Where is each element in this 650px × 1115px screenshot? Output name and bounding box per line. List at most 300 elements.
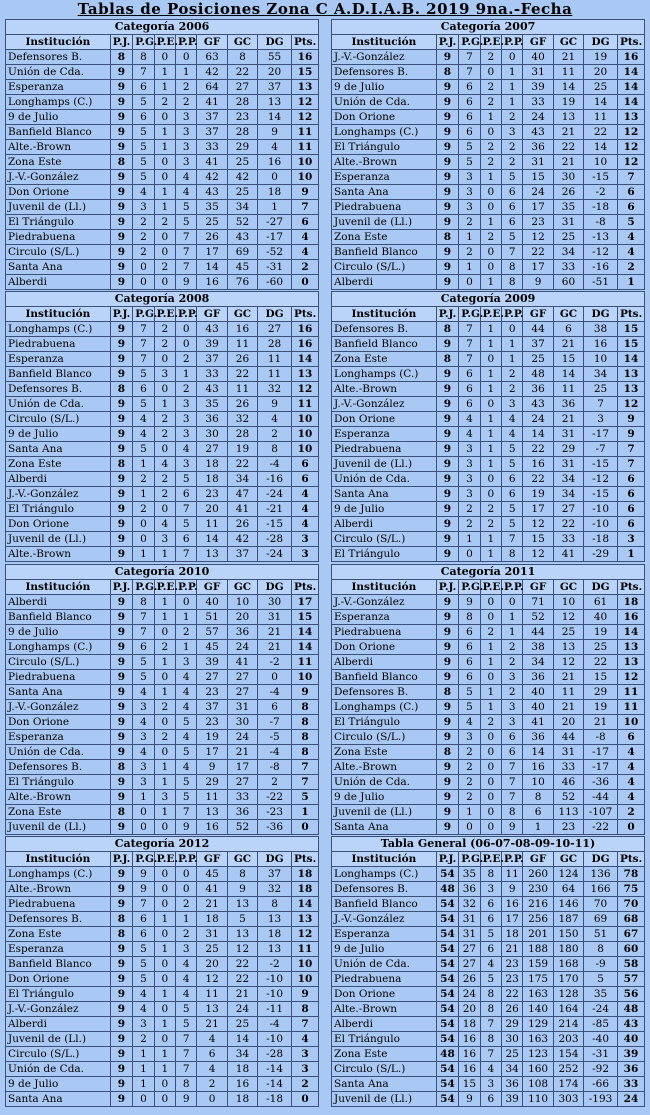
cell-lost: 3 bbox=[176, 655, 197, 670]
cell-goal-diff: -31 bbox=[584, 1047, 618, 1062]
cell-won: 2 bbox=[133, 472, 154, 487]
cell-played: 48 bbox=[436, 1047, 459, 1062]
cell-drawn: 0 bbox=[154, 745, 175, 760]
cell-drawn: 0 bbox=[154, 867, 175, 882]
cell-team-name: Esperanza bbox=[6, 942, 111, 957]
cell-goal-diff: 5 bbox=[584, 972, 618, 987]
cell-team-name: Alte.-Brown bbox=[6, 882, 111, 897]
cell-points: 40 bbox=[617, 1032, 644, 1047]
cell-played: 9 bbox=[436, 155, 459, 170]
column-header-goal-diff: DG bbox=[584, 580, 618, 595]
cell-goals-against: 8 bbox=[227, 867, 257, 882]
cell-played: 54 bbox=[436, 1017, 459, 1032]
cell-lost: 2 bbox=[176, 927, 197, 942]
cell-drawn: 3 bbox=[480, 882, 501, 897]
cell-goals-against: 41 bbox=[227, 655, 257, 670]
cell-lost: 3 bbox=[176, 155, 197, 170]
cell-goal-diff: -18 bbox=[258, 1092, 292, 1107]
cell-won: 2 bbox=[459, 775, 480, 790]
cell-won: 9 bbox=[133, 867, 154, 882]
cell-goal-diff: 1 bbox=[258, 200, 292, 215]
cell-goals-for: 13 bbox=[197, 1002, 227, 1017]
cell-played: 9 bbox=[110, 987, 133, 1002]
cell-drawn: 0 bbox=[154, 502, 175, 517]
table-row bbox=[6, 972, 319, 987]
table-row bbox=[6, 1047, 319, 1062]
cell-team-name: Piedrabuena bbox=[332, 442, 437, 457]
standings-table bbox=[5, 291, 319, 562]
cell-goal-diff: 16 bbox=[584, 337, 618, 352]
cell-goal-diff: -107 bbox=[584, 805, 618, 820]
table-row bbox=[332, 532, 645, 547]
cell-lost: 5 bbox=[176, 1017, 197, 1032]
table-row bbox=[6, 427, 319, 442]
cell-team-name: Circulo (S/L.) bbox=[332, 1062, 437, 1077]
header-row bbox=[6, 35, 319, 50]
cell-team-name: El Triángulo bbox=[332, 1032, 437, 1047]
cell-points: 13 bbox=[617, 640, 644, 655]
cell-team-name: 9 de Julio bbox=[332, 942, 437, 957]
cell-played: 9 bbox=[110, 882, 133, 897]
cell-team-name: Santa Ana bbox=[332, 820, 437, 835]
table-row bbox=[6, 382, 319, 397]
cell-points: 33 bbox=[617, 1077, 644, 1092]
cell-played: 9 bbox=[436, 215, 459, 230]
table-row bbox=[6, 987, 319, 1002]
table-caption: Categoría 2010 bbox=[5, 564, 319, 579]
table-row bbox=[332, 382, 645, 397]
table-row bbox=[332, 972, 645, 987]
cell-team-name: Longhamps (C.) bbox=[6, 640, 111, 655]
cell-won: 1 bbox=[133, 487, 154, 502]
cell-goals-against: 13 bbox=[553, 640, 583, 655]
cell-drawn: 2 bbox=[480, 50, 501, 65]
cell-points: 39 bbox=[617, 1047, 644, 1062]
cell-goal-diff: -4 bbox=[258, 745, 292, 760]
cell-won: 7 bbox=[133, 625, 154, 640]
column-header-won: P.G. bbox=[133, 852, 154, 867]
table-row bbox=[6, 442, 319, 457]
cell-played: 9 bbox=[110, 80, 133, 95]
cell-lost: 16 bbox=[502, 897, 523, 912]
cell-won: 5 bbox=[133, 125, 154, 140]
cell-goals-for: 37 bbox=[197, 110, 227, 125]
cell-won: 0 bbox=[459, 820, 480, 835]
table-row bbox=[6, 957, 319, 972]
column-header-goals-for: GF bbox=[197, 580, 227, 595]
cell-points: 6 bbox=[291, 472, 318, 487]
cell-team-name: Santa Ana bbox=[6, 1092, 111, 1107]
column-header-drawn: P.E. bbox=[154, 580, 175, 595]
cell-played: 9 bbox=[110, 367, 133, 382]
table-row bbox=[6, 322, 319, 337]
header-row bbox=[6, 580, 319, 595]
cell-team-name: Zona Este bbox=[332, 745, 437, 760]
cell-team-name: Piedrabuena bbox=[6, 337, 111, 352]
cell-points: 17 bbox=[291, 595, 318, 610]
table-row bbox=[6, 700, 319, 715]
cell-goals-for: 21 bbox=[197, 1017, 227, 1032]
cell-lost: 17 bbox=[502, 912, 523, 927]
table-row bbox=[332, 927, 645, 942]
cell-played: 9 bbox=[110, 275, 133, 290]
cell-won: 4 bbox=[133, 987, 154, 1002]
table-row bbox=[332, 760, 645, 775]
cell-played: 9 bbox=[436, 820, 459, 835]
cell-played: 8 bbox=[110, 382, 133, 397]
cell-team-name: Alte.-Brown bbox=[332, 1002, 437, 1017]
cell-goals-against: 21 bbox=[553, 125, 583, 140]
cell-points: 6 bbox=[617, 185, 644, 200]
table-row bbox=[6, 352, 319, 367]
cell-goals-against: 25 bbox=[553, 230, 583, 245]
cell-points: 14 bbox=[617, 80, 644, 95]
cell-goals-against: 69 bbox=[227, 245, 257, 260]
cell-drawn: 2 bbox=[480, 95, 501, 110]
cell-won: 9 bbox=[133, 882, 154, 897]
cell-lost: 26 bbox=[502, 1002, 523, 1017]
table-row bbox=[6, 65, 319, 80]
standings-table bbox=[5, 564, 319, 835]
cell-team-name: Don Orione bbox=[6, 715, 111, 730]
cell-lost: 7 bbox=[176, 502, 197, 517]
table-caption: Categoría 2007 bbox=[331, 19, 645, 34]
cell-won: 7 bbox=[133, 610, 154, 625]
cell-points: 11 bbox=[291, 655, 318, 670]
cell-points: 13 bbox=[617, 655, 644, 670]
cell-team-name: Don Orione bbox=[6, 972, 111, 987]
column-header-drawn: P.E. bbox=[480, 580, 501, 595]
standings-table bbox=[331, 19, 645, 290]
cell-team-name: Defensores B. bbox=[332, 882, 437, 897]
cell-goals-against: 12 bbox=[227, 942, 257, 957]
cell-goals-against: 45 bbox=[227, 260, 257, 275]
cell-team-name: Circulo (S/L.) bbox=[332, 730, 437, 745]
cell-lost: 0 bbox=[502, 50, 523, 65]
cell-won: 5 bbox=[133, 957, 154, 972]
cell-goal-diff: 51 bbox=[584, 927, 618, 942]
cell-goals-for: 35 bbox=[197, 200, 227, 215]
cell-goals-for: 18 bbox=[197, 912, 227, 927]
cell-goals-for: 40 bbox=[523, 50, 553, 65]
cell-goals-for: 39 bbox=[197, 337, 227, 352]
cell-points: 5 bbox=[291, 790, 318, 805]
cell-points: 4 bbox=[617, 790, 644, 805]
cell-goals-for: 2 bbox=[197, 1077, 227, 1092]
cell-team-name: Unión de Cda. bbox=[332, 472, 437, 487]
cell-points: 3 bbox=[291, 1047, 318, 1062]
cell-won: 31 bbox=[459, 927, 480, 942]
cell-team-name: Esperanza bbox=[332, 610, 437, 625]
cell-drawn: 0 bbox=[480, 595, 501, 610]
table-row bbox=[332, 715, 645, 730]
cell-team-name: J.-V.-González bbox=[6, 1002, 111, 1017]
table-row bbox=[6, 625, 319, 640]
cell-goal-diff: 6 bbox=[258, 700, 292, 715]
cell-goals-against: 20 bbox=[227, 610, 257, 625]
cell-played: 8 bbox=[110, 457, 133, 472]
cell-goals-for: 160 bbox=[523, 1062, 553, 1077]
cell-lost: 0 bbox=[176, 322, 197, 337]
cell-lost: 2 bbox=[176, 352, 197, 367]
cell-drawn: 1 bbox=[480, 655, 501, 670]
cell-goal-diff: -17 bbox=[584, 427, 618, 442]
cell-goal-diff: 38 bbox=[584, 322, 618, 337]
cell-won: 7 bbox=[133, 65, 154, 80]
cell-goals-against: 18 bbox=[227, 1092, 257, 1107]
table-row bbox=[6, 1077, 319, 1092]
cell-lost: 6 bbox=[502, 730, 523, 745]
cell-won: 0 bbox=[133, 820, 154, 835]
cell-played: 9 bbox=[436, 245, 459, 260]
cell-goals-against: 15 bbox=[553, 352, 583, 367]
cell-goals-against: 21 bbox=[553, 50, 583, 65]
cell-won: 4 bbox=[459, 427, 480, 442]
cell-goals-for: 42 bbox=[197, 65, 227, 80]
cell-points: 16 bbox=[291, 322, 318, 337]
cell-lost: 7 bbox=[176, 1047, 197, 1062]
cell-team-name: Alte.-Brown bbox=[332, 382, 437, 397]
cell-won: 2 bbox=[459, 245, 480, 260]
cell-goals-for: 43 bbox=[197, 382, 227, 397]
cell-played: 9 bbox=[436, 547, 459, 562]
cell-won: 32 bbox=[459, 897, 480, 912]
cell-team-name: Defensores B. bbox=[6, 382, 111, 397]
cell-lost: 5 bbox=[502, 457, 523, 472]
table-row bbox=[332, 260, 645, 275]
cell-goal-diff: -85 bbox=[584, 1017, 618, 1032]
table-row bbox=[6, 547, 319, 562]
cell-goals-for: 41 bbox=[523, 715, 553, 730]
cell-played: 9 bbox=[110, 352, 133, 367]
cell-goals-against: 27 bbox=[227, 685, 257, 700]
cell-goals-against: 22 bbox=[227, 457, 257, 472]
cell-lost: 4 bbox=[176, 442, 197, 457]
cell-goal-diff: 40 bbox=[584, 610, 618, 625]
cell-lost: 0 bbox=[502, 322, 523, 337]
column-header-team-name: Institución bbox=[332, 852, 437, 867]
cell-points: 16 bbox=[291, 337, 318, 352]
cell-goals-against: 252 bbox=[553, 1062, 583, 1077]
cell-team-name: Circulo (S/L.) bbox=[6, 412, 111, 427]
table-row bbox=[332, 50, 645, 65]
cell-drawn: 5 bbox=[480, 927, 501, 942]
cell-won: 3 bbox=[133, 200, 154, 215]
table-row bbox=[6, 775, 319, 790]
cell-drawn: 1 bbox=[480, 442, 501, 457]
cell-lost: 11 bbox=[502, 867, 523, 882]
cell-team-name: Juvenil de (Ll.) bbox=[332, 805, 437, 820]
cell-goals-for: 163 bbox=[523, 1032, 553, 1047]
cell-points: 18 bbox=[291, 882, 318, 897]
cell-played: 9 bbox=[110, 215, 133, 230]
cell-drawn: 0 bbox=[480, 805, 501, 820]
table-row bbox=[332, 472, 645, 487]
cell-drawn: 0 bbox=[154, 1002, 175, 1017]
cell-goals-against: 14 bbox=[553, 367, 583, 382]
cell-goal-diff: -2 bbox=[258, 655, 292, 670]
table-row bbox=[332, 155, 645, 170]
cell-won: 4 bbox=[133, 745, 154, 760]
cell-points: 11 bbox=[617, 700, 644, 715]
cell-won: 3 bbox=[133, 775, 154, 790]
column-header-drawn: P.E. bbox=[480, 307, 501, 322]
cell-won: 16 bbox=[459, 1032, 480, 1047]
cell-points: 13 bbox=[617, 382, 644, 397]
cell-goals-against: 187 bbox=[553, 912, 583, 927]
cell-goals-against: 32 bbox=[227, 412, 257, 427]
cell-goal-diff: 27 bbox=[258, 322, 292, 337]
cell-goals-for: 4 bbox=[197, 1062, 227, 1077]
column-header-won: P.G. bbox=[459, 852, 480, 867]
cell-points: 14 bbox=[617, 352, 644, 367]
cell-team-name: Esperanza bbox=[332, 927, 437, 942]
cell-points: 12 bbox=[617, 397, 644, 412]
cell-points: 12 bbox=[617, 670, 644, 685]
cell-drawn: 2 bbox=[154, 337, 175, 352]
cell-drawn: 1 bbox=[154, 1047, 175, 1062]
cell-drawn: 0 bbox=[154, 275, 175, 290]
cell-won: 3 bbox=[459, 730, 480, 745]
cell-drawn: 2 bbox=[480, 625, 501, 640]
table-row bbox=[6, 200, 319, 215]
cell-played: 9 bbox=[110, 867, 133, 882]
column-header-lost: P.P. bbox=[176, 580, 197, 595]
cell-points: 6 bbox=[617, 517, 644, 532]
cell-goals-against: 22 bbox=[553, 517, 583, 532]
cell-won: 5 bbox=[133, 442, 154, 457]
cell-drawn: 2 bbox=[154, 427, 175, 442]
cell-goal-diff: -10 bbox=[258, 1032, 292, 1047]
cell-goals-against: 28 bbox=[227, 427, 257, 442]
cell-won: 2 bbox=[133, 502, 154, 517]
cell-goals-for: 37 bbox=[197, 125, 227, 140]
cell-played: 9 bbox=[110, 412, 133, 427]
cell-goals-against: 34 bbox=[227, 472, 257, 487]
table-row bbox=[6, 230, 319, 245]
cell-goals-for: 33 bbox=[197, 367, 227, 382]
cell-drawn: 1 bbox=[480, 427, 501, 442]
table-row bbox=[6, 260, 319, 275]
cell-lost: 3 bbox=[502, 670, 523, 685]
cell-goals-for: 36 bbox=[523, 670, 553, 685]
table-row bbox=[6, 805, 319, 820]
cell-goal-diff: -40 bbox=[584, 1032, 618, 1047]
cell-goals-against: 23 bbox=[227, 110, 257, 125]
cell-team-name: Banfield Blanco bbox=[6, 957, 111, 972]
cell-won: 15 bbox=[459, 1077, 480, 1092]
cell-won: 2 bbox=[133, 245, 154, 260]
cell-drawn: 0 bbox=[154, 155, 175, 170]
cell-won: 4 bbox=[133, 412, 154, 427]
cell-goals-for: 14 bbox=[197, 532, 227, 547]
cell-lost: 0 bbox=[176, 867, 197, 882]
cell-points: 16 bbox=[291, 50, 318, 65]
cell-played: 8 bbox=[436, 745, 459, 760]
cell-drawn: 0 bbox=[154, 50, 175, 65]
table-caption: Categoría 2011 bbox=[331, 564, 645, 579]
cell-points: 36 bbox=[617, 1062, 644, 1077]
cell-goals-for: 23 bbox=[197, 715, 227, 730]
cell-played: 9 bbox=[436, 715, 459, 730]
cell-played: 9 bbox=[436, 472, 459, 487]
cell-won: 6 bbox=[459, 397, 480, 412]
cell-drawn: 0 bbox=[154, 110, 175, 125]
cell-won: 7 bbox=[459, 352, 480, 367]
cell-played: 8 bbox=[436, 685, 459, 700]
cell-played: 9 bbox=[110, 185, 133, 200]
cell-goals-for: 43 bbox=[523, 397, 553, 412]
cell-goal-diff: -51 bbox=[584, 275, 618, 290]
cell-goals-against: 34 bbox=[553, 487, 583, 502]
cell-team-name: Defensores B. bbox=[332, 65, 437, 80]
cell-goals-against: 124 bbox=[553, 867, 583, 882]
cell-team-name: El Triángulo bbox=[6, 775, 111, 790]
table-row bbox=[332, 595, 645, 610]
cell-drawn: 1 bbox=[154, 942, 175, 957]
cell-points: 11 bbox=[291, 397, 318, 412]
cell-played: 54 bbox=[436, 867, 459, 882]
cell-points: 14 bbox=[291, 640, 318, 655]
column-header-goals-for: GF bbox=[523, 852, 553, 867]
cell-played: 9 bbox=[110, 655, 133, 670]
cell-goals-for: 23 bbox=[197, 685, 227, 700]
cell-goal-diff: 19 bbox=[584, 625, 618, 640]
cell-won: 5 bbox=[459, 685, 480, 700]
cell-points: 6 bbox=[617, 730, 644, 745]
cell-points: 14 bbox=[617, 625, 644, 640]
table-row bbox=[6, 1062, 319, 1077]
cell-goals-for: 23 bbox=[523, 215, 553, 230]
cell-goals-for: 163 bbox=[523, 987, 553, 1002]
table-row bbox=[6, 882, 319, 897]
cell-goal-diff: 166 bbox=[584, 882, 618, 897]
cell-goals-against: 16 bbox=[227, 1077, 257, 1092]
cell-drawn: 1 bbox=[154, 655, 175, 670]
column-header-lost: P.P. bbox=[176, 307, 197, 322]
cell-goal-diff: -4 bbox=[258, 685, 292, 700]
cell-lost: 5 bbox=[502, 517, 523, 532]
cell-won: 2 bbox=[133, 1032, 154, 1047]
cell-lost: 2 bbox=[502, 110, 523, 125]
table-row bbox=[6, 532, 319, 547]
cell-points: 10 bbox=[291, 170, 318, 185]
cell-goals-for: 4 bbox=[197, 1032, 227, 1047]
cell-goal-diff: 2 bbox=[258, 427, 292, 442]
cell-team-name: Santa Ana bbox=[332, 185, 437, 200]
cell-goals-for: 24 bbox=[523, 185, 553, 200]
cell-lost: 22 bbox=[502, 987, 523, 1002]
cell-played: 9 bbox=[436, 427, 459, 442]
cell-goals-against: 76 bbox=[227, 275, 257, 290]
cell-goal-diff: -9 bbox=[584, 957, 618, 972]
cell-drawn: 3 bbox=[154, 532, 175, 547]
table-row bbox=[332, 110, 645, 125]
cell-played: 9 bbox=[436, 595, 459, 610]
cell-drawn: 0 bbox=[480, 125, 501, 140]
cell-goals-for: 22 bbox=[523, 245, 553, 260]
cell-points: 7 bbox=[291, 200, 318, 215]
column-header-goal-diff: DG bbox=[258, 35, 292, 50]
cell-goals-against: 21 bbox=[553, 412, 583, 427]
cell-goal-diff: 55 bbox=[258, 50, 292, 65]
cell-lost: 5 bbox=[176, 200, 197, 215]
cell-goals-against: 28 bbox=[227, 95, 257, 110]
cell-goal-diff: 19 bbox=[584, 700, 618, 715]
cell-points: 8 bbox=[291, 730, 318, 745]
cell-points: 7 bbox=[617, 170, 644, 185]
cell-lost: 7 bbox=[502, 532, 523, 547]
